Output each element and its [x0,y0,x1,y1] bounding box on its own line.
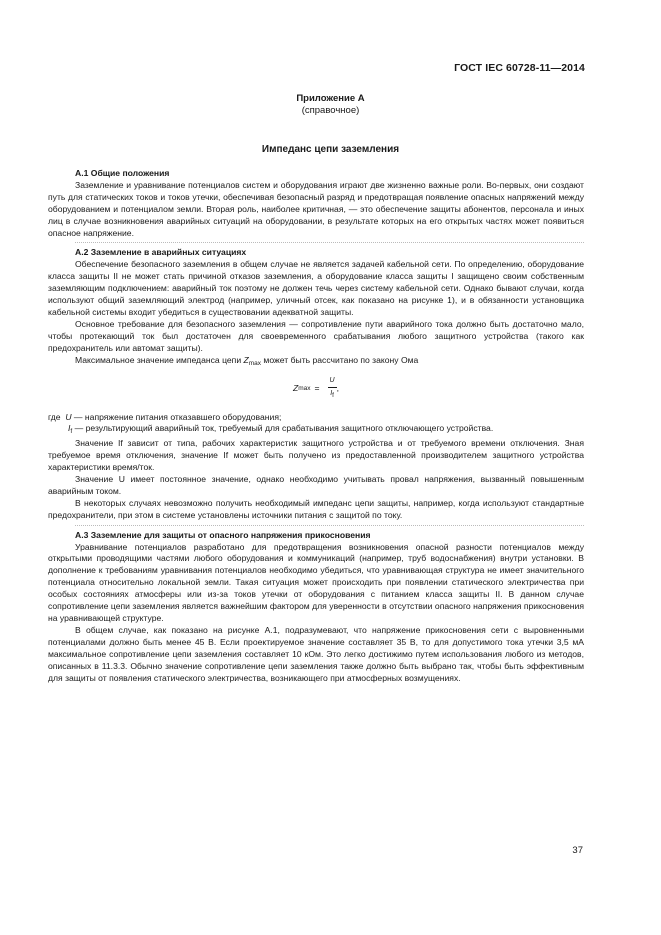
formula-denominator: I [330,390,333,397]
paragraph: Заземление и уравнивание потенциалов систем и оборудования играют две жизненно важные роли. Во-первых, они создают путь для статических токов и токов утечки, обеспечивая безопасный разряд и предотвращая появление опасных напряжений между оборудованием и потенциалом земли. Вторая роль, наиболее критичная, — это обеспечение защиты абонентов, персонала и иных лиц в случае возникновения аварийных ситуаций на оборудовании, в результате которых на его открытых частях может появиться опасное напряжение. [48,179,584,238]
paragraph: В общем случае, как показано на рисунке А.1, подразумевают, что напряжение прикосновения сети с выровненными потенциалами должно быть менее 45 В. Если проектируемое значение составляет 35 В, то для допустимого тока утечки 3,5 мА максимальное сопротивление цепи заземления составляет 10 кОм. Это легко достижимо путем использования любого из методов, описанных в 11.3.3. Обычно значение сопротивление цепи заземления также должно быть выбрано так, чтобы быть эффективным для защиты от появления статического электричества, возникающего при атмосферных возмущениях. [48,624,584,683]
paragraph: Уравнивание потенциалов разработано для предотвращения возникновения опасной разности потенциалов между открытыми проводящими частями любого оборудования и коммуникаций (например, труб водоснабжения) внутри установки. В дополнение к требованиям уравнивания потенциалов необходимо убедиться, что уравнивающая структура не имеет значительного потенциала относительно локальной земли. Такая ситуация может происходить при появлении статического электричества при особых состояниях атмосферы или из-за токов утечки от оборудования с питанием класса защиты II. В данном случае сопротивление цепи заземления является важнейшим фактором для уверенности в отсутствии опасного напряжения прикосновения на уравнивающей структуре. [48,541,584,623]
formula [48,374,584,404]
main-title: Импеданс цепи заземления [261,144,400,155]
section-heading-a2: А.2 Заземление в аварийных ситуациях [75,247,247,258]
section-heading-a1: А.1 Общие положения [75,168,170,178]
formula-fraction: $\frac{U}{If}$ [329,377,335,399]
formula-tail: , [336,382,339,393]
formula-numerator: U [328,375,337,388]
definition-if: $I_f$ — результирующий аварийный ток, требуемый для срабатывания защитного отключающего устройства. [68,423,494,436]
section-heading-a3: А.3 Заземление для защиты от опасного напряжения прикосновения [75,529,371,540]
section-divider [75,242,584,243]
formula-equals: = [314,382,320,393]
definitions [48,412,584,439]
paragraph: Обеспечение безопасного заземления в общем случае не является задачей кабельной сети. По определению, оборудование класса защиты II не может стать причиной отказов заземления, а оборудование класса защиты I защищено своим собственным заземляющим подключением: аварийный ток поэтому не должен течь через систему кабельной сети. Однако бывают случаи, когда используют общий заземляющий электрод (например, уличный отсек, как показано на рисунке 1), и в обязанности установщика кабельной системы входит убедиться в существовании адекватной защиты. [48,259,584,317]
formula-lhs: Z [292,382,299,393]
paragraph: Значение If зависит от типа, рабочих характеристик защитного устройства и от требуемого времени отключения. Зная требуемое время отключения, значение If может быть получено из предоставленной производителем защитного устройства характеристики время/ток. [48,438,584,473]
paragraph: Основное требование для безопасного заземления — сопротивление пути аварийного тока должно быть достаточно мало, чтобы протекающий ток был достаточен для своевременного срабатывания любого защитного устройства (такого как предохранитель или автомат защиты). [48,318,584,353]
paragraph: Значение U имеет постоянное значение, однако необходимо учитывать провал напряжения, вызванный повышенным аварийным током. [48,474,584,496]
document-body [48,168,584,684]
page-number: 37 [572,845,583,856]
formula-lhs-sub: max [298,384,311,392]
paragraph: В некоторых случаях невозможно получить необходимый импеданс цепи защиты, например, когда используют стандартные предохранители, при этом в системе установлены источники питания с защитой по току. [48,497,584,520]
appendix-title: Приложение А [296,93,365,104]
paragraph: Максимальное значение импеданса цепи $Z_{max}$ может быть рассчитано по закону Ома [75,354,419,367]
document-header: ГОСТ IEC 60728-11—2014 [454,62,585,74]
section-divider [75,525,584,526]
appendix-subtitle: (справочное) [301,105,360,116]
definition-u: где U — напряжение питания отказавшего оборудования; [48,411,282,422]
